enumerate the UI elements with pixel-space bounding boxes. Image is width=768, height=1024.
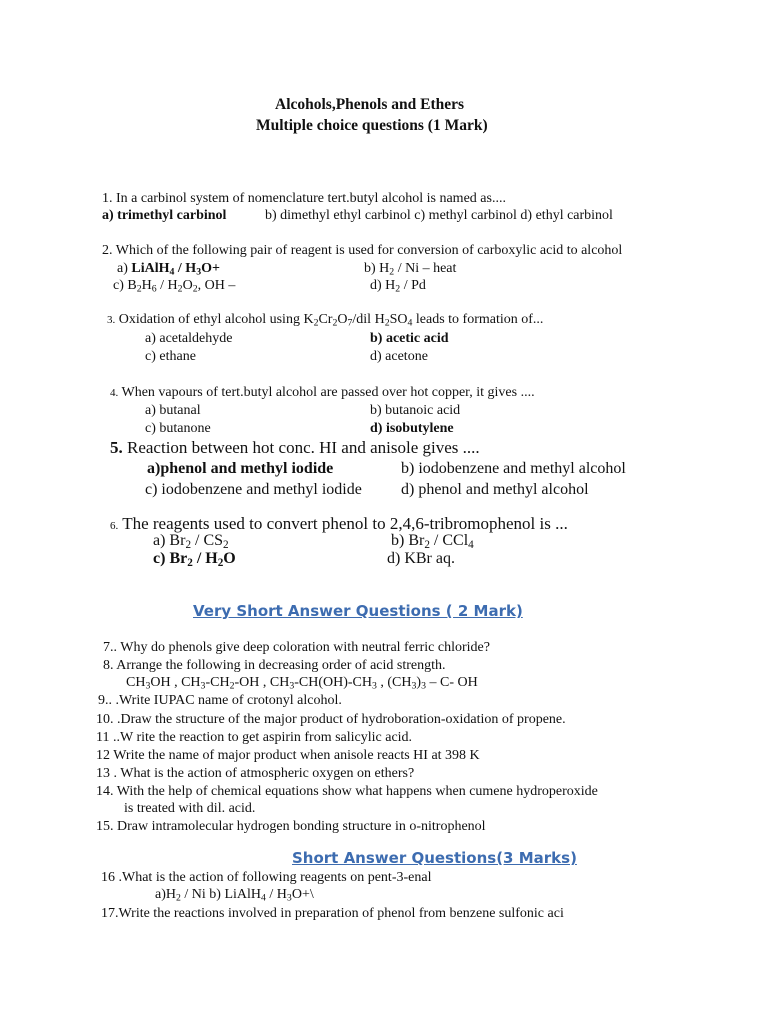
- q4-option-b: b) butanoic acid: [370, 403, 461, 418]
- q8-compounds: $CH_3OH$ , $CH_3-CH_2-OH$ , $CH_3-CH(OH)-CH_3$ , $(CH_3)_3 - C-$ OH: [126, 675, 478, 692]
- q2-option-a: a) LiAlH$_4$ / $H_3O+$: [117, 261, 220, 278]
- q1-options-rest: b) dimethyl ethyl carbinol c) methyl carbinol d) ethyl carbinol: [265, 208, 613, 223]
- section-title-mcq: Multiple choice questions (1 Mark): [256, 117, 488, 134]
- question-15: 15. Draw intramolecular hydrogen bonding structure in o-nitrophenol: [96, 819, 486, 834]
- q2-option-c: c) $B_2H_6 / H_2O_2$, OH –: [113, 278, 236, 295]
- question-11: 11 ..W rite the reaction to get aspirin from salicylic acid.: [96, 730, 413, 745]
- q3-option-b: b) acetic acid: [370, 331, 449, 346]
- question-3: 3. Oxidation of ethyl alcohol using $K_2Cr_2O_7$/dil $H_2SO_4$ leads to formation of...: [107, 312, 544, 329]
- question-13: 13 . What is the action of atmospheric oxygen on ethers?: [96, 766, 415, 781]
- q5-option-a: a)phenol and methyl iodide: [147, 460, 334, 477]
- question-16: 16 .What is the action of following reagents on pent-3-enal: [101, 870, 432, 885]
- question-14: 14. With the help of chemical equations show what happens when cumene hydroperoxide: [96, 784, 598, 799]
- question-1: 1. In a carbinol system of nomenclature tert.butyl alcohol is named as....: [102, 191, 506, 206]
- section-heading-very-short: Very Short Answer Questions ( 2 Mark): [193, 602, 523, 620]
- question-4: 4. When vapours of tert.butyl alcohol are passed over hot copper, it gives ....: [110, 385, 535, 400]
- q5-option-c: c) iodobenzene and methyl iodide: [145, 481, 362, 498]
- question-14-continued: is treated with dil. acid.: [124, 801, 256, 816]
- q4-option-d: d) isobutylene: [370, 421, 454, 436]
- q2-option-d: d) $H_2$ / Pd: [370, 278, 426, 295]
- q3-option-c: c) ethane: [145, 349, 196, 364]
- q16-options: $a)H_2$ / Ni b) LiAlH$_4$ / $H_3O+\backslash$: [155, 887, 314, 904]
- q6-option-d: d) KBr aq.: [387, 550, 455, 567]
- q5-option-d: d) phenol and methyl alcohol: [401, 481, 589, 498]
- question-6: 6. The reagents used to convert phenol to 2,4,6-tribromophenol is ...: [110, 514, 568, 533]
- q4-option-a: a) butanal: [145, 403, 201, 418]
- q3-option-a: a) acetaldehyde: [145, 331, 233, 346]
- question-12: 12 Write the name of major product when anisole reacts HI at 398 K: [96, 748, 480, 763]
- question-5: 5. Reaction between hot conc. HI and anisole gives ....: [110, 438, 480, 457]
- question-2: 2. Which of the following pair of reagent is used for conversion of carboxylic acid to alcohol: [102, 243, 623, 258]
- question-10: 10. .Draw the structure of the major product of hydroboration-oxidation of propene.: [96, 712, 566, 727]
- question-9: 9.. .Write IUPAC name of crotonyl alcohol.: [98, 693, 342, 708]
- q3-option-d: d) acetone: [370, 349, 428, 364]
- q5-option-b: b) iodobenzene and methyl alcohol: [401, 460, 626, 477]
- question-17: 17.Write the reactions involved in preparation of phenol from benzene sulfonic aci: [101, 906, 564, 921]
- q6-option-a: a) $Br_2 / CS_2$: [153, 532, 229, 551]
- question-7: 7.. Why do phenols give deep coloration with neutral ferric chloride?: [103, 640, 490, 655]
- q6-option-c: c) $Br_2 / H_2O$: [153, 550, 236, 569]
- q4-option-c: c) butanone: [145, 421, 211, 436]
- q6-option-b: b) $Br_2 / CCl_4$: [391, 532, 474, 551]
- q2-option-b: b) $H_2$ / Ni – heat: [364, 261, 457, 278]
- section-heading-short: Short Answer Questions(3 Marks): [292, 849, 577, 867]
- question-8: 8. Arrange the following in decreasing order of acid strength.: [103, 658, 446, 673]
- q1-option-a: a) trimethyl carbinol: [102, 208, 227, 223]
- document-title: Alcohols,Phenols and Ethers: [275, 96, 465, 113]
